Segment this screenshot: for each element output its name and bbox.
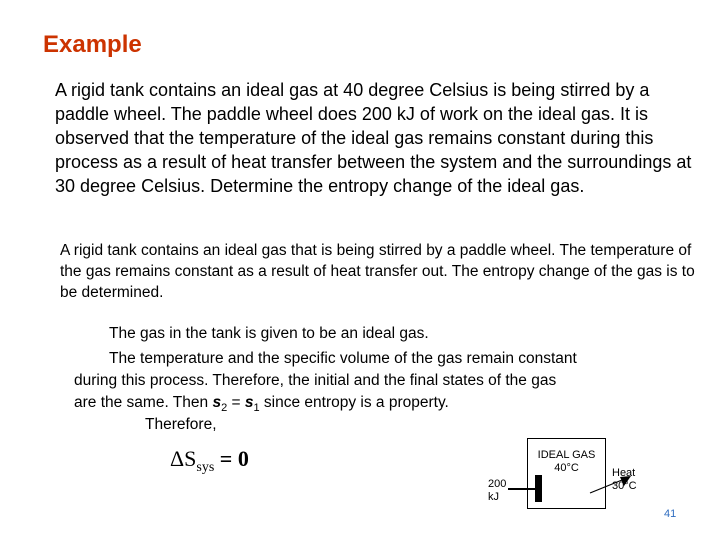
- solution-line-2: The temperature and the specific volume of the gas remain constant: [109, 350, 577, 367]
- solution-line-3: during this process. Therefore, the initial and the final states of the gas: [74, 372, 557, 389]
- problem-summary: A rigid tank contains an ideal gas that is being stirred by a paddle wheel. The temperature of the gas remains constant as a result of heat transfer out. The entropy change of the gas is to be determined.: [60, 242, 695, 301]
- delta-s: ΔS: [170, 446, 197, 471]
- paddle-wheel: [535, 475, 542, 502]
- work-label-line-2: kJ: [488, 491, 499, 503]
- work-label-line-1: 200: [488, 478, 507, 490]
- work-label: [488, 478, 506, 504]
- page-number: 41: [664, 508, 677, 520]
- s1-symbol: s: [244, 394, 254, 411]
- solution-line-1: The gas in the tank is given to be an ideal gas.: [109, 325, 429, 342]
- tank-label-line-2: 40°C: [554, 462, 579, 474]
- s1-subscript: 1: [253, 402, 260, 415]
- problem-statement: A rigid tank contains an ideal gas at 40 degree Celsius is being stirred by a paddle wheel. The paddle wheel does 200 kJ of work on the ideal gas. It is observed that the temperature of the ideal gas remains constant during this process as a result of heat transfer between the system and the surroundings at 30 degree Celsius. Determine the entropy change of the ideal gas.: [55, 80, 692, 196]
- heat-label-line-1: Heat: [612, 467, 636, 479]
- solution-line-4-suffix: since entropy is a property.: [259, 394, 449, 411]
- solution-line-5: Therefore,: [145, 416, 217, 433]
- solution-line-4-prefix: are the same. Then: [74, 394, 213, 411]
- heat-label-line-2: 30°C: [612, 480, 637, 492]
- s2-symbol: s: [212, 394, 222, 411]
- delta-s-subscript: sys: [196, 460, 215, 475]
- heat-label: [612, 467, 637, 493]
- tank-label-line-1: IDEAL GAS: [537, 449, 596, 461]
- slide-title: Example: [43, 31, 142, 58]
- equals-sign: =: [227, 394, 245, 411]
- s2-subscript: 2: [221, 402, 228, 415]
- equation-rhs: = 0: [219, 446, 249, 471]
